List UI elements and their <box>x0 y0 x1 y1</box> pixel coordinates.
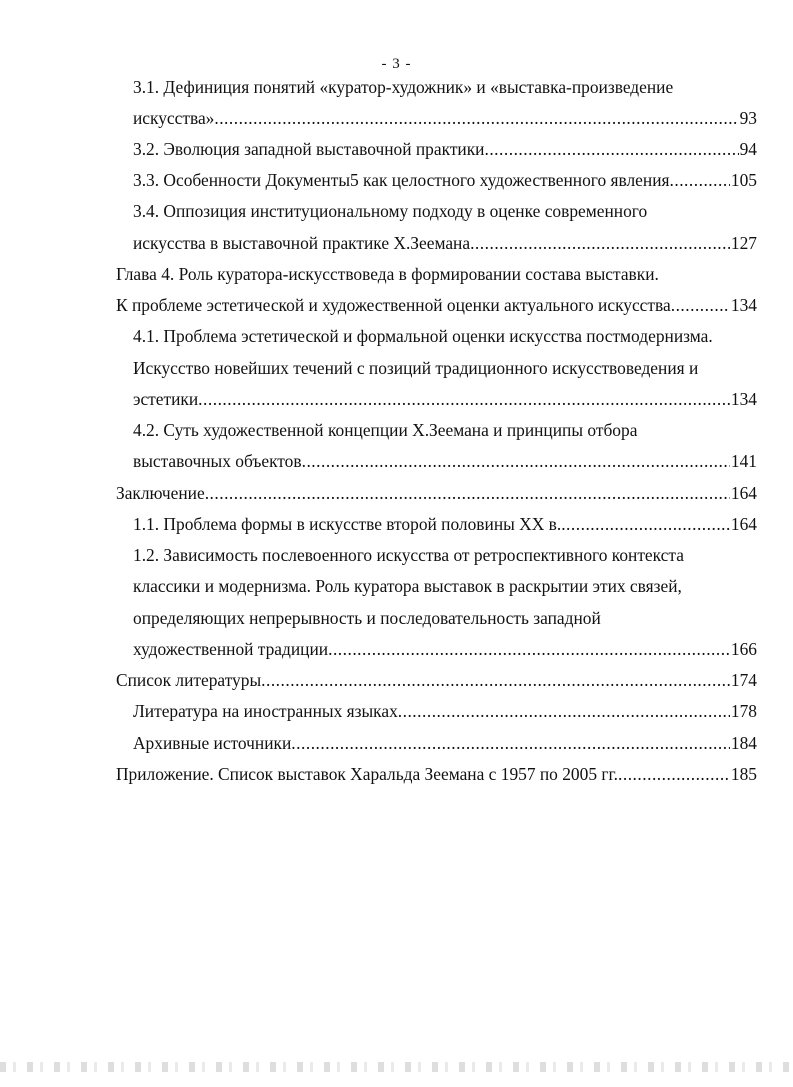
toc-entry <box>133 728 757 758</box>
toc-entry <box>133 103 757 133</box>
toc-entry <box>116 665 757 695</box>
leader-dots <box>484 134 738 164</box>
toc-entry <box>116 759 757 789</box>
toc-entry <box>133 446 757 476</box>
toc-line <box>116 259 757 289</box>
toc-page-number: 184 <box>730 733 757 753</box>
toc-page-number: 185 <box>730 764 757 784</box>
leader-dots <box>214 103 738 133</box>
toc-entry-text: определяющих непрерывность и последовательность западной <box>133 608 601 628</box>
toc-page-number: 178 <box>730 701 757 721</box>
toc-entry-text: Список литературы <box>116 670 262 690</box>
toc-entry <box>133 634 757 664</box>
toc-page-number: 127 <box>730 233 757 253</box>
leader-dots <box>302 446 730 476</box>
toc-entry <box>133 134 757 164</box>
toc-entry-text: 1.2. Зависимость послевоенного искусства от ретроспективного контекста <box>133 545 684 565</box>
toc-line <box>133 72 757 102</box>
leader-dots <box>671 290 730 320</box>
toc-line <box>133 415 757 445</box>
toc-entry-text: искусства в выставочной практике Х.Зеемана <box>133 233 471 253</box>
toc-entry-text: Заключение <box>116 483 205 503</box>
toc-line <box>133 196 757 226</box>
toc-line <box>133 321 757 351</box>
toc-entry-text: 3.3. Особенности Документы5 как целостного художественного явления <box>133 170 670 190</box>
toc-entry <box>133 384 757 414</box>
leader-dots <box>618 759 730 789</box>
toc-page-number: 94 <box>739 139 757 159</box>
toc-entry-text: 3.1. Дефиниция понятий «куратор-художник» и «выставка-произведение <box>133 77 674 97</box>
toc-entry <box>133 696 757 726</box>
leader-dots <box>398 696 730 726</box>
toc-page-number: 105 <box>730 170 757 190</box>
leader-dots <box>470 228 730 258</box>
toc-entry-text: Искусство новейших течений с позиций традиционного искусствоведения и <box>133 358 699 378</box>
toc-entry-text: 3.2. Эволюция западной выставочной практики <box>133 139 485 159</box>
toc-entry <box>116 290 757 320</box>
toc-page-number: 141 <box>730 451 757 471</box>
toc-entry-text: Литература на иностранных языках <box>133 701 398 721</box>
toc-line <box>133 540 757 570</box>
toc-page-number: 134 <box>730 389 757 409</box>
toc-page-number: 134 <box>730 295 757 315</box>
page-number: - 3 - <box>381 56 412 72</box>
toc-entry-text: художественной традиции <box>133 639 329 659</box>
leader-dots <box>561 509 730 539</box>
toc-page-number: 164 <box>730 514 757 534</box>
toc-line <box>133 603 757 633</box>
leader-dots <box>328 634 730 664</box>
leader-dots <box>670 165 730 195</box>
toc-entry-text: Архивные источники <box>133 733 292 753</box>
toc-entry-text: К проблеме эстетической и художественной оценки актуального искусства <box>116 295 671 315</box>
toc-entry <box>133 509 757 539</box>
scan-artifact <box>0 1062 793 1072</box>
toc-line <box>133 353 757 383</box>
toc-page-number: 166 <box>730 639 757 659</box>
toc-entry-text: искусства» <box>133 108 215 128</box>
toc-entry <box>133 165 757 195</box>
toc-entry-text: Глава 4. Роль куратора-искусствоведа в формировании состава выставки. <box>116 264 659 284</box>
toc-page-number: 174 <box>730 670 757 690</box>
leader-dots <box>261 665 730 695</box>
toc-line <box>133 571 757 601</box>
leader-dots <box>291 728 730 758</box>
toc-entry <box>116 478 757 508</box>
toc-entry-text: 3.4. Оппозиция институциональному подходу в оценке современного <box>133 201 648 221</box>
toc-page-number: 164 <box>730 483 757 503</box>
toc-entry-text: Приложение. Список выставок Харальда Зеемана с 1957 по 2005 гг. <box>116 764 619 784</box>
toc-entry-text: 4.2. Суть художественной концепции Х.Зеемана и принципы отбора <box>133 420 638 440</box>
toc-entry-text: выставочных объектов <box>133 451 302 471</box>
toc-page-number: 93 <box>739 108 757 128</box>
leader-dots <box>198 384 730 414</box>
toc-entry-text: эстетики <box>133 389 199 409</box>
toc-entry-text: классики и модернизма. Роль куратора выставок в раскрытии этих связей, <box>133 576 682 596</box>
toc-entry-text: 4.1. Проблема эстетической и формальной оценки искусства постмодернизма. <box>133 326 713 346</box>
leader-dots <box>205 478 730 508</box>
toc-entry-text: 1.1. Проблема формы в искусстве второй половины XX в. <box>133 514 562 534</box>
toc-entry <box>133 228 757 258</box>
